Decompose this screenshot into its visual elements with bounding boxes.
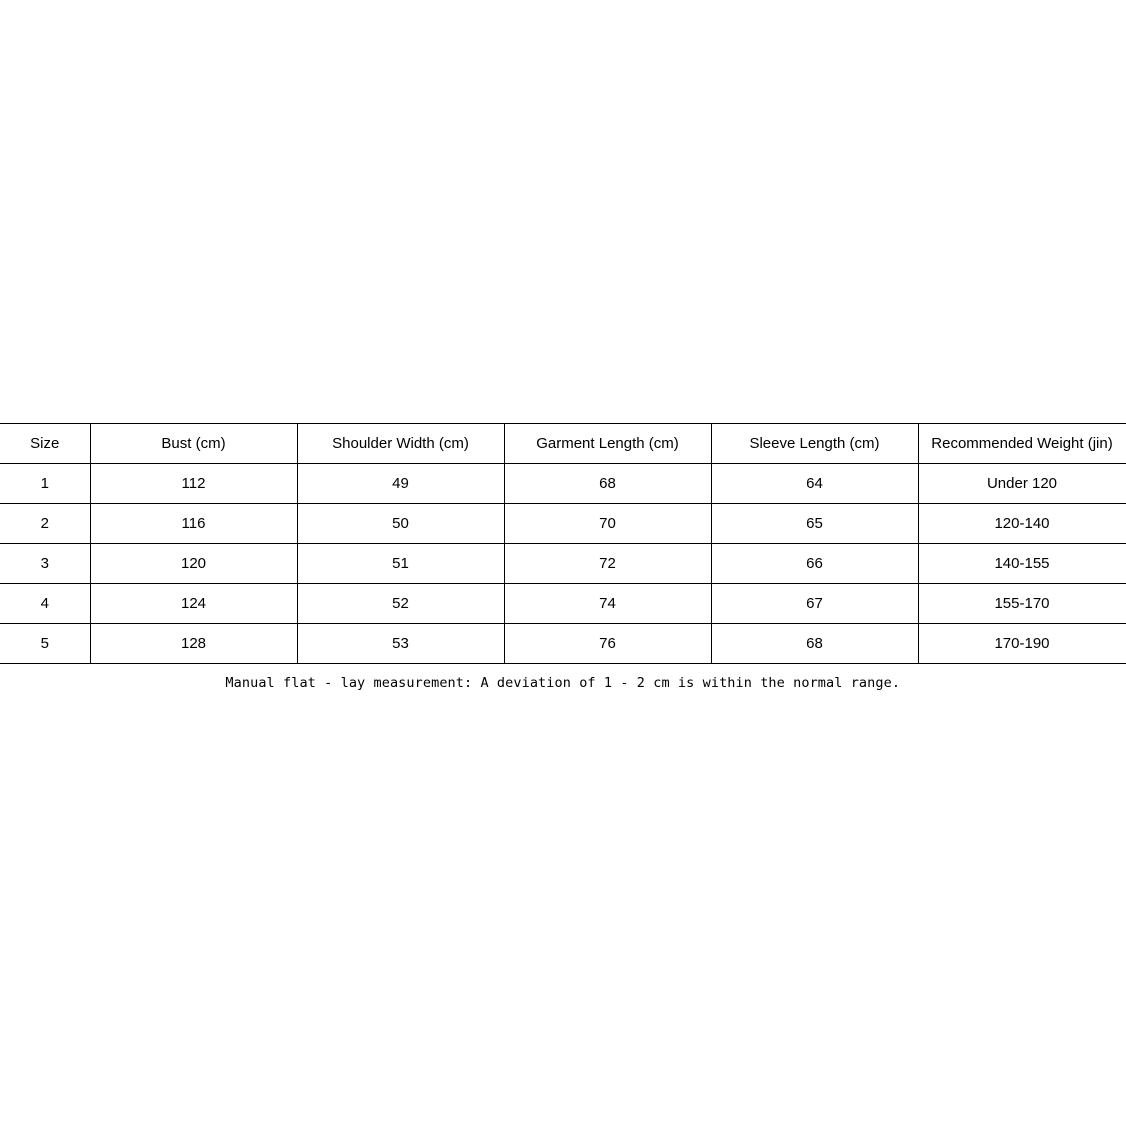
table-row: [0, 544, 1126, 584]
cell-garment-length: 76: [504, 624, 711, 664]
cell-sleeve-length: 64: [711, 464, 918, 504]
measurement-note: Manual flat - lay measurement: A deviation of 1 - 2 cm is within the normal range.: [0, 664, 1126, 702]
cell-recommended-weight: Under 120: [918, 464, 1126, 504]
table-row: [0, 624, 1126, 664]
cell-sleeve-length: 67: [711, 584, 918, 624]
cell-recommended-weight: 120-140: [918, 504, 1126, 544]
cell-bust: 124: [90, 584, 297, 624]
cell-size: 1: [0, 464, 90, 504]
cell-sleeve-length: 66: [711, 544, 918, 584]
header-shoulder-width: Shoulder Width (cm): [297, 424, 504, 464]
table-row: [0, 504, 1126, 544]
table-row: [0, 464, 1126, 504]
cell-garment-length: 70: [504, 504, 711, 544]
cell-bust: 116: [90, 504, 297, 544]
cell-size: 3: [0, 544, 90, 584]
cell-shoulder-width: 53: [297, 624, 504, 664]
note-row: [0, 664, 1126, 702]
header-recommended-weight: Recommended Weight (jin): [918, 424, 1126, 464]
cell-sleeve-length: 65: [711, 504, 918, 544]
cell-recommended-weight: 140-155: [918, 544, 1126, 584]
header-sleeve-length: Sleeve Length (cm): [711, 424, 918, 464]
cell-garment-length: 74: [504, 584, 711, 624]
cell-shoulder-width: 50: [297, 504, 504, 544]
header-bust: Bust (cm): [90, 424, 297, 464]
cell-shoulder-width: 52: [297, 584, 504, 624]
header-size: Size: [0, 424, 90, 464]
cell-recommended-weight: 170-190: [918, 624, 1126, 664]
size-chart-table: [0, 423, 1126, 702]
cell-bust: 112: [90, 464, 297, 504]
cell-shoulder-width: 49: [297, 464, 504, 504]
table-row: [0, 584, 1126, 624]
cell-size: 5: [0, 624, 90, 664]
cell-bust: 120: [90, 544, 297, 584]
cell-sleeve-length: 68: [711, 624, 918, 664]
cell-size: 2: [0, 504, 90, 544]
header-row: [0, 424, 1126, 464]
cell-recommended-weight: 155-170: [918, 584, 1126, 624]
header-garment-length: Garment Length (cm): [504, 424, 711, 464]
cell-bust: 128: [90, 624, 297, 664]
cell-garment-length: 72: [504, 544, 711, 584]
cell-shoulder-width: 51: [297, 544, 504, 584]
cell-size: 4: [0, 584, 90, 624]
cell-garment-length: 68: [504, 464, 711, 504]
